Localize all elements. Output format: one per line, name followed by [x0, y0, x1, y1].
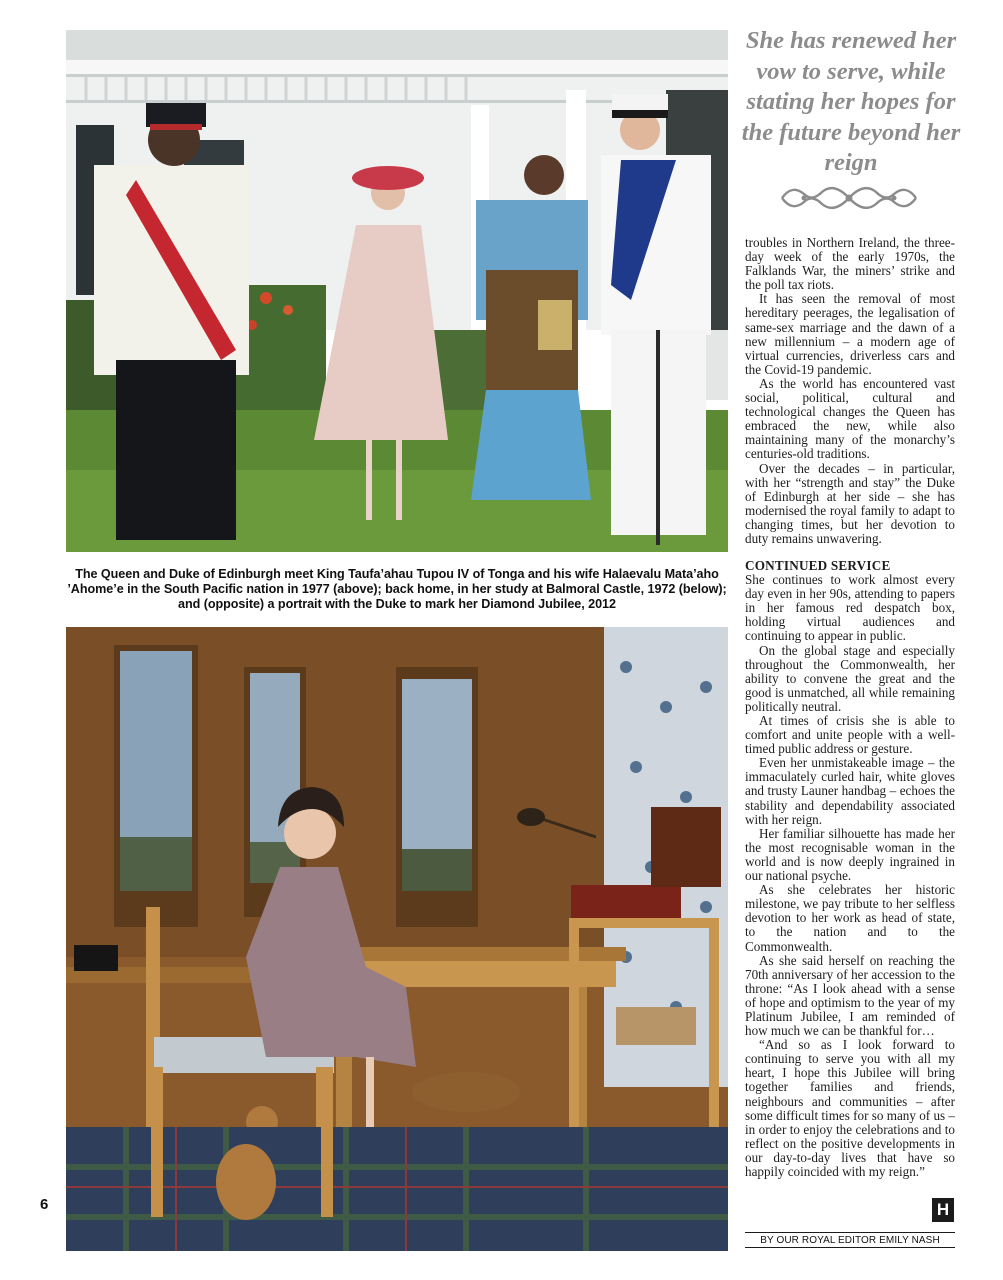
subheading: CONTINUED SERVICE [745, 558, 891, 574]
byline: BY OUR ROYAL EDITOR EMILY NASH [745, 1232, 955, 1248]
article-paragraph: “And so as I look forward to continuing to serve you with all my heart, I hope this Jubilee will bring together families and friends, neighbours and communities – after some difficult times for so many of us – in order to enjoy the celebrations and to reflect on the positive developments in our day-to-day lives that have so happily coincided with my reign.” [745, 1037, 955, 1179]
article-paragraph: troubles in Northern Ireland, the three-day week of the early 1970s, the Falklands War, the miners’ strike and the poll tax riots. [745, 235, 955, 293]
article-paragraph: On the global stage and especially throughout the Commonwealth, her ability to convene the great and the good is unmatched, all while remaining politically neutral. [745, 642, 955, 714]
photo-caption: The Queen and Duke of Edinburgh meet King Taufa’ahau Tupou IV of Tonga and his wife Halaevalu Mata’aho ’Ahome’e in the South Pacific nation in 1977 (above); back home, in her study at Balmoral Castle, 1972 (below); and (opposite) a portrait with the Duke to mark her Diamond Jubilee, 2012 [67, 567, 727, 611]
flourish-ornament-icon [778, 178, 920, 218]
article-column [745, 236, 955, 1179]
article-paragraph: It has seen the removal of most hereditary peerages, the legalisation of same-sex marriage and the dawn of a new millennium – a modern age of virtual currencies, driverless cars and the Covid-19 pandemic. [745, 291, 955, 377]
article-paragraph: Her familiar silhouette has made her the most recognisable woman in the world and is now deeply ingrained in our national psyche. [745, 825, 955, 884]
article-paragraph: As she said herself on reaching the 70th anniversary of her accession to the throne: “As I look ahead with a sense of hope and optimism to the year of my Platinum Jubilee, I am reminded of how much we can be thankful for… [745, 952, 955, 1039]
page-number: 6 [40, 1196, 49, 1213]
article-paragraph: Even her unmistakeable image – the immaculately curled hair, white gloves and trusty Launer handbag – echoes the stability and dependability associated with her reign. [745, 755, 955, 827]
photo-tonga-1977 [66, 30, 728, 552]
article-paragraph: As she celebrates her historic milestone, we pay tribute to her selfless devotion to her work as head of state, to the nation and to the Commonwealth. [745, 882, 955, 954]
photo-balmoral-1972 [66, 627, 728, 1251]
end-mark-icon: H [932, 1198, 954, 1222]
article-paragraph: She continues to work almost every day even in her 90s, attending to papers in her famous red despatch box, holding virtual audiences and continuing to appear in public. [745, 572, 955, 644]
article-paragraph: Over the decades – in particular, with her “strength and stay” the Duke of Edinburgh at her side – she has modernised the royal family to adapt to changing times, but her devotion to duty remains unwavering. [745, 460, 955, 546]
pull-quote: She has renewed her vow to serve, while stating her hopes for the future beyond her reign [741, 27, 961, 176]
article-paragraph: At times of crisis she is able to comfort and unite people with a well-timed public address or gesture. [745, 713, 955, 757]
article-paragraph: As the world has encountered vast social, political, cultural and technological changes the Queen has embraced the new, while also maintaining many of the monarchy’s centuries-old traditions. [745, 375, 955, 462]
